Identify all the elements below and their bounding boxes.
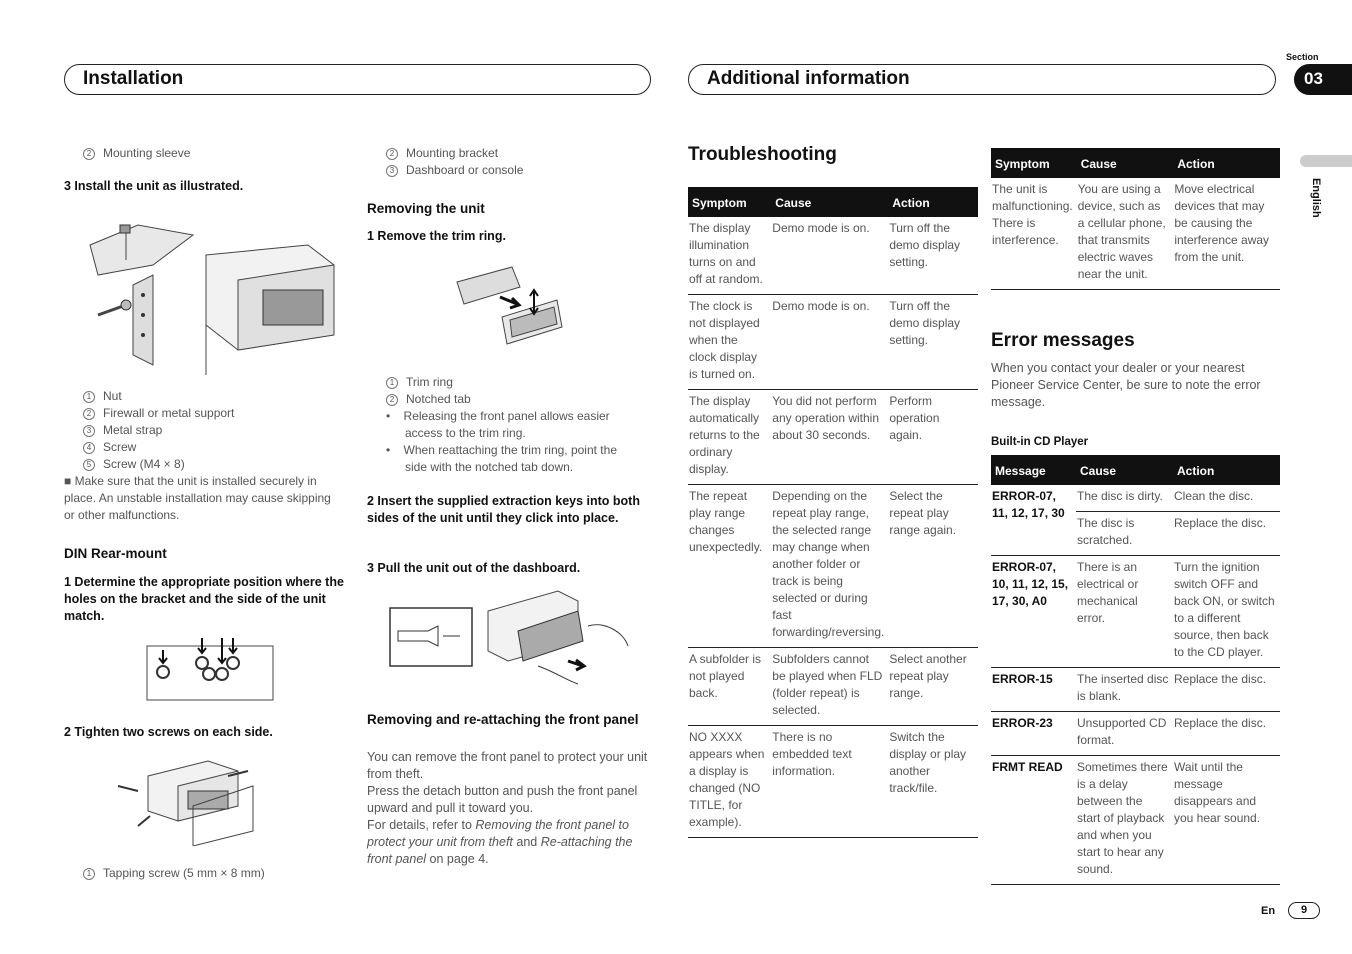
- table-header: Message Cause Action: [991, 455, 1280, 485]
- table-row: The unit is malfunctioning. There is interference. You are using a device, such as a cellular phone, that transmits electric waves near the unit. Move electrical devices that may be causing the interference away from the unit.: [991, 178, 1280, 290]
- legend-notched-tab: 2 Notched tab: [386, 391, 471, 408]
- din-step-2: 2 Tighten two screws on each side.: [64, 725, 273, 739]
- bullet-2: • When reattaching the trim ring, point the side with the notched tab down.: [386, 443, 617, 474]
- table-header: Symptom Cause Action: [688, 187, 978, 217]
- language-tab: [1300, 155, 1352, 167]
- legend-screw: 4 Screw: [83, 439, 136, 456]
- dashboard-label: 3 Dashboard or console: [386, 162, 523, 179]
- mounting-bracket-label: 2 Mounting bracket: [386, 145, 498, 162]
- tapping-screw-label: 1 Tapping screw (5 mm × 8 mm): [83, 865, 265, 882]
- table-row: The disc is scratched. Replace the disc.: [991, 512, 1280, 556]
- troubleshooting-table: [688, 187, 978, 838]
- footer-lang: En: [1261, 905, 1276, 917]
- legend-firewall: 2 Firewall or metal support: [83, 405, 234, 422]
- bullet-1: • Releasing the front panel allows easier access to the trim ring.: [386, 409, 610, 440]
- error-messages-table: [991, 455, 1280, 885]
- front-panel-title: Removing and re-attaching the front panel: [367, 712, 639, 727]
- removing-unit-title: Removing the unit: [367, 201, 485, 216]
- remove-step-1: 1 Remove the trim ring.: [367, 229, 506, 243]
- table-header: Symptom Cause Action: [991, 148, 1280, 178]
- trim-ring-illustration: [452, 262, 572, 362]
- table-row: ERROR-23 Unsupported CD format. Replace the disc.: [991, 712, 1280, 756]
- table-row: ERROR-07, 11, 12, 17, 30 The disc is dirty. Clean the disc.: [991, 485, 1280, 512]
- section-label: Section: [1286, 52, 1319, 62]
- table-row: The display automatically returns to the ordinary display. You did not perform any operation within about 30 seconds. Perform operation again.: [688, 390, 978, 485]
- page-number: 9: [1288, 902, 1320, 919]
- remove-step-2: 2 Insert the supplied extraction keys into both sides of the unit until they click into place.: [367, 494, 640, 525]
- section-number: 03: [1294, 64, 1352, 95]
- additional-info-header: [688, 64, 1276, 95]
- legend-nut: 1 Nut: [83, 388, 122, 405]
- pull-unit-illustration: [388, 586, 633, 686]
- front-panel-p1: You can remove the front panel to protect your unit from theft.: [367, 750, 648, 781]
- table-row: FRMT READ Sometimes there is a delay between the start of playback and when you start to hear any sound. Wait until the message disappears and you hear sound.: [991, 756, 1280, 885]
- error-messages-title: Error messages: [991, 330, 1135, 351]
- table-row: ERROR-07, 10, 11, 12, 15, 17, 30, A0 There is an electrical or mechanical error. Turn the ignition switch OFF and back ON, or switch to a different source, then back to the CD player.: [991, 556, 1280, 668]
- din-rear-mount-title: DIN Rear-mount: [64, 546, 167, 561]
- table-row: The display illumination turns on and off at random. Demo mode is on. Turn off the demo display setting.: [688, 217, 978, 295]
- part-2-label: 2 Mounting sleeve: [83, 145, 190, 162]
- step-3-install: 3 Install the unit as illustrated.: [64, 179, 244, 193]
- legend-trim-ring: 1 Trim ring: [386, 374, 453, 391]
- installation-header: [64, 64, 651, 95]
- installation-title: Installation: [83, 68, 184, 89]
- table-row: NO XXXX appears when a display is changed (NO TITLE, for example). There is no embedded text information. Switch the display or play another track/file.: [688, 726, 978, 838]
- remove-step-3: 3 Pull the unit out of the dashboard.: [367, 561, 581, 575]
- table-row: The repeat play range changes unexpectedly. Depending on the repeat play range, the selected range may change when another folder or track is being selected or during fast forwarding/reversing. Select the repeat play range again.: [688, 485, 978, 648]
- built-in-cd-title: Built-in CD Player: [991, 436, 1089, 448]
- install-illustration: [78, 205, 340, 380]
- troubleshooting-title: Troubleshooting: [688, 144, 837, 165]
- error-messages-intro: When you contact your dealer or your nearest Pioneer Service Center, be sure to note the error message.: [991, 361, 1261, 409]
- language-label: English: [1310, 178, 1322, 218]
- table-row: A subfolder is not played back. Subfolders cannot be played when FLD (folder repeat) is selected. Select another repeat play range.: [688, 648, 978, 726]
- additional-info-title: Additional information: [707, 68, 910, 89]
- legend-screw-m4: 5 Screw (M4 × 8): [83, 456, 185, 473]
- din-step-1: 1 Determine the appropriate position where the holes on the bracket and the side of the unit match.: [64, 575, 344, 623]
- table-row: The clock is not displayed when the clock display is turned on. Demo mode is on. Turn off the demo display setting.: [688, 295, 978, 390]
- legend-metal-strap: 3 Metal strap: [83, 422, 162, 439]
- screws-illustration: [108, 756, 278, 846]
- table-row: ERROR-15 The inserted disc is blank. Replace the disc.: [991, 668, 1280, 712]
- install-note: ■ Make sure that the unit is installed securely in place. An unstable installation may cause skipping or other malfunctions.: [64, 474, 331, 522]
- front-panel-p2: Press the detach button and push the front panel upward and pull it toward you.: [367, 784, 638, 815]
- din-bracket-illustration: [145, 636, 275, 702]
- troubleshooting-table-continued: [991, 148, 1280, 290]
- front-panel-p3: For details, refer to Removing the front panel to protect your unit from theft and Re-attaching the front panel on page 4.: [367, 818, 633, 866]
